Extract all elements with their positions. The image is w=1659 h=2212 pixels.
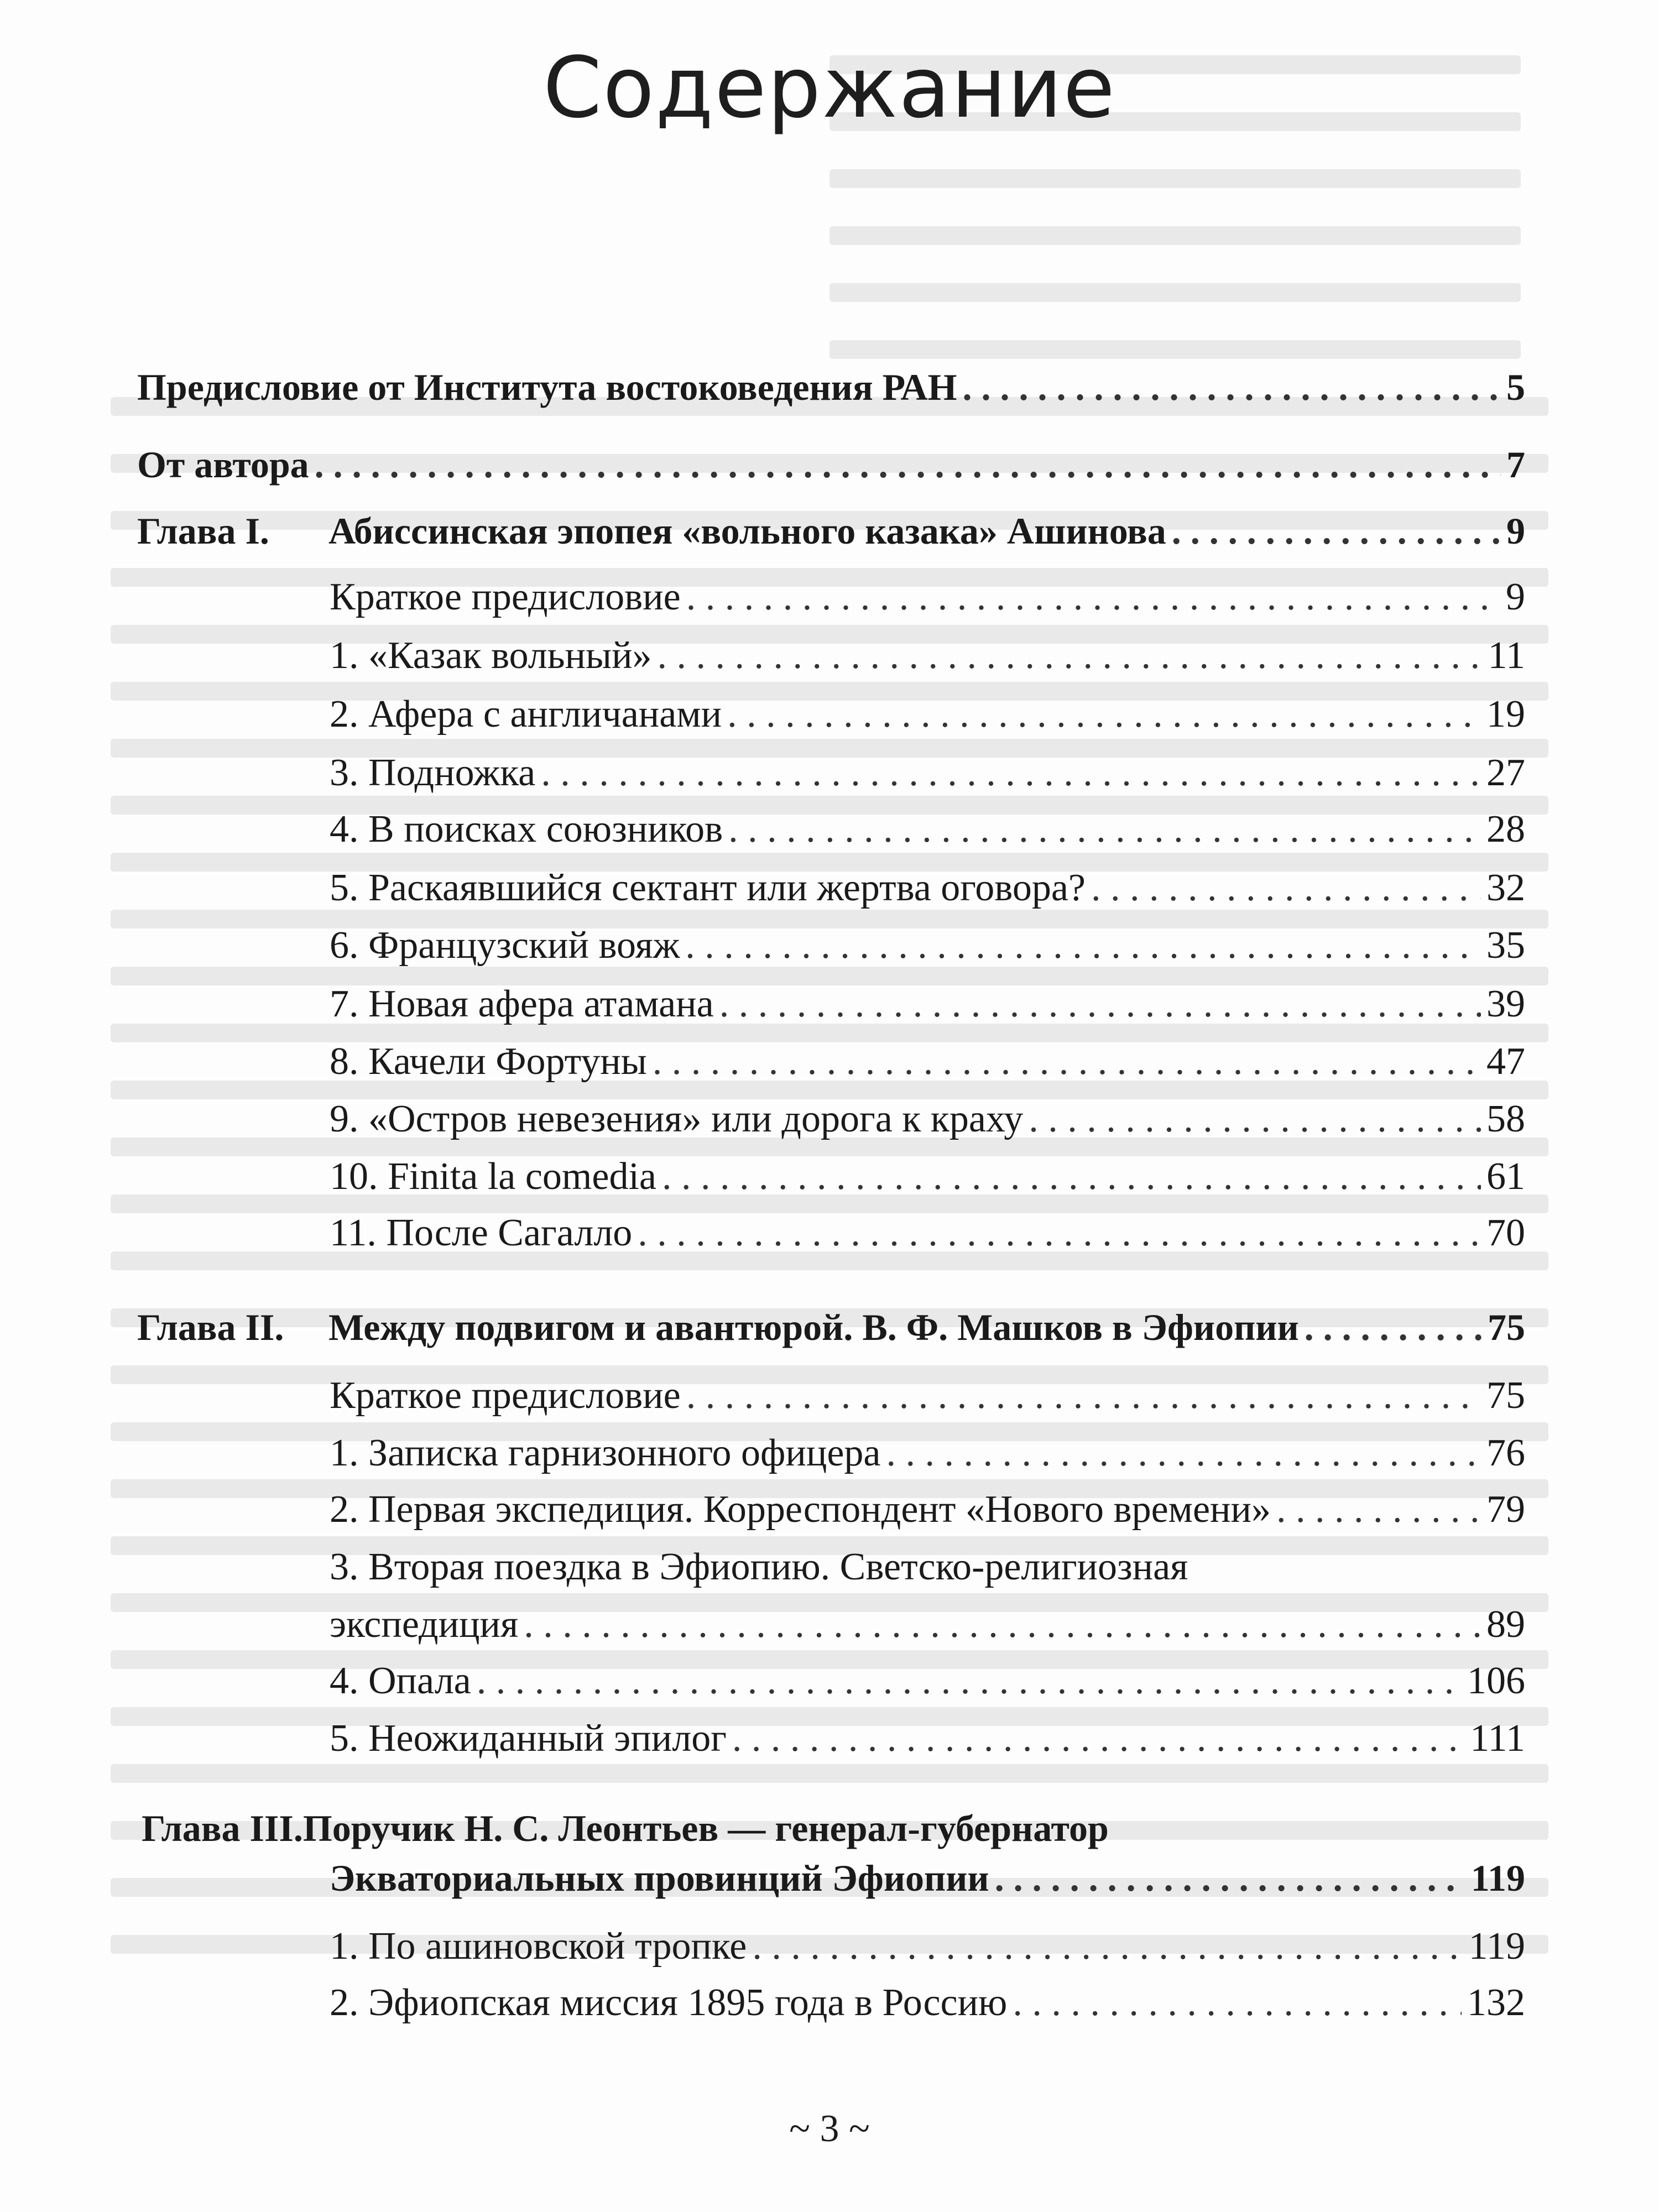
- toc-entry[interactable]: [330, 628, 1525, 684]
- toc-page-number: 9: [1506, 510, 1525, 552]
- toc-chapter-3[interactable]: [330, 1850, 1525, 1906]
- toc-page-number: 132: [1467, 1981, 1525, 2024]
- toc-entry[interactable]: [330, 1919, 1525, 1974]
- toc-page-number: 19: [1486, 693, 1525, 735]
- dot-leader: [653, 1034, 1481, 1089]
- toc-entry[interactable]: [330, 570, 1525, 625]
- dot-leader: [686, 570, 1500, 625]
- toc-entry-author-note[interactable]: [137, 437, 1525, 492]
- chapter-number: Глава II.: [137, 1306, 284, 1348]
- chapter-title: Поручик Н. С. Леонтьев — генерал-губернатор: [302, 1807, 1109, 1849]
- toc-entry[interactable]: [330, 1975, 1525, 2031]
- toc-entry[interactable]: [330, 1711, 1525, 1766]
- dot-leader: [886, 1426, 1481, 1481]
- toc-entry[interactable]: [330, 1149, 1525, 1204]
- toc-page-number: 28: [1486, 808, 1525, 851]
- dot-leader: [541, 745, 1481, 801]
- toc-entry[interactable]: [330, 1426, 1525, 1481]
- toc-entry-label: 4. Опала: [330, 1660, 471, 1702]
- toc-entry[interactable]: [330, 918, 1525, 973]
- toc-chapter-label: [137, 1300, 1299, 1355]
- dot-leader: [315, 437, 1501, 492]
- toc-entry-label: 1. По ашиновской тропке: [330, 1925, 747, 1968]
- toc-chapter-1[interactable]: [137, 503, 1525, 559]
- toc-entry-label: Краткое предисловие: [330, 576, 681, 618]
- toc-page-number: 47: [1486, 1040, 1525, 1083]
- dot-leader: [1276, 1482, 1481, 1537]
- toc-entry[interactable]: [330, 1368, 1525, 1423]
- dot-leader: [728, 802, 1481, 857]
- toc-page-number: 79: [1486, 1488, 1525, 1531]
- toc-page-number: 7: [1506, 444, 1525, 486]
- dot-leader: [727, 687, 1481, 742]
- toc-entry[interactable]: [330, 977, 1525, 1032]
- dot-leader: [685, 918, 1481, 973]
- toc-entry-label: 1. Записка гарнизонного офицера: [330, 1432, 881, 1474]
- toc-page-number: 5: [1506, 366, 1525, 408]
- toc-entry[interactable]: [330, 1206, 1525, 1261]
- toc-page-number: 119: [1468, 1925, 1525, 1968]
- chapter-title: Между подвигом и авантюрой. В. Ф. Машков в Эфиопии: [328, 1306, 1299, 1348]
- toc-entry-label-line1[interactable]: 3. Вторая поездка в Эфиопию. Светско-религиозная: [330, 1546, 1188, 1588]
- chapter-title-line2: Экваториальных провинций Эфиопии: [330, 1857, 989, 1899]
- toc-page-number: 111: [1470, 1717, 1525, 1760]
- toc-entry-label: 2. Эфиопская миссия 1895 года в Россию: [330, 1981, 1008, 2024]
- dot-leader: [995, 1850, 1465, 1906]
- toc-chapter-3-line1[interactable]: [142, 1801, 1109, 1856]
- toc-page-number: 75: [1486, 1374, 1525, 1417]
- toc-entry-label: 8. Качели Фортуны: [330, 1040, 647, 1083]
- toc-chapter-label: [137, 503, 1166, 559]
- dot-leader: [1029, 1092, 1481, 1147]
- dot-leader: [1305, 1300, 1482, 1355]
- toc-page-number: 61: [1486, 1155, 1525, 1198]
- toc-entry[interactable]: [330, 802, 1525, 857]
- chapter-title: Абиссинская эпопея «вольного казака» Ашинова: [328, 510, 1166, 552]
- toc-page-number: 89: [1486, 1603, 1525, 1646]
- toc-entry-label: 3. Подножка: [330, 752, 536, 794]
- toc-entry-preface[interactable]: [137, 359, 1525, 415]
- toc-entry-label: Предисловие от Института востоковедения РАН: [137, 366, 957, 408]
- toc-entry-label: 2. Афера с англичанами: [330, 693, 722, 735]
- toc-entry-label: 10. Finita la comedia: [330, 1155, 656, 1198]
- dot-leader: [1091, 860, 1481, 916]
- dot-leader: [963, 359, 1501, 415]
- dot-leader: [686, 1368, 1481, 1423]
- dot-leader: [732, 1711, 1464, 1766]
- toc-entry-label: 2. Первая экспедиция. Корреспондент «Нового времени»: [330, 1488, 1271, 1531]
- toc-page-number: 39: [1486, 983, 1525, 1025]
- toc-entry[interactable]: [330, 1653, 1525, 1709]
- toc-page-number: 75: [1488, 1306, 1525, 1348]
- page-number-footer: ~ 3 ~: [789, 2107, 870, 2150]
- toc-page-number: 32: [1486, 867, 1525, 909]
- chapter-number: Глава III.: [142, 1807, 303, 1849]
- toc-entry-label: 7. Новая афера атамана: [330, 983, 714, 1025]
- toc-entry-label: 11. После Сагалло: [330, 1212, 633, 1254]
- toc-page-number: 58: [1486, 1098, 1525, 1140]
- dot-leader: [1013, 1975, 1462, 2031]
- toc-entry-label: 1. «Казак вольный»: [330, 634, 652, 677]
- page-title: Содержание: [543, 39, 1116, 137]
- toc-entry-label: 5. Раскаявшийся сектант или жертва оговора?: [330, 867, 1086, 909]
- toc-entry-label-line2: экспедиция: [330, 1603, 519, 1646]
- toc-page-number: 9: [1506, 576, 1525, 618]
- toc-entry[interactable]: [330, 1034, 1525, 1089]
- toc-page-number: 27: [1486, 752, 1525, 794]
- toc-entry-label: Краткое предисловие: [330, 1374, 681, 1417]
- dot-leader: [1172, 503, 1501, 559]
- toc-entry[interactable]: [330, 1482, 1525, 1537]
- toc-page-number: 11: [1488, 634, 1525, 677]
- toc-entry-label: 6. Французский вояж: [330, 924, 680, 967]
- dot-leader: [524, 1597, 1481, 1652]
- dot-leader: [658, 628, 1483, 684]
- toc-entry[interactable]: [330, 687, 1525, 742]
- dot-leader: [662, 1149, 1481, 1204]
- dot-leader: [752, 1919, 1463, 1974]
- toc-entry[interactable]: [330, 860, 1525, 916]
- toc-entry[interactable]: [330, 1092, 1525, 1147]
- toc-entry[interactable]: [330, 745, 1525, 801]
- toc-page-number: 35: [1486, 924, 1525, 967]
- toc-page-number: 106: [1467, 1660, 1525, 1702]
- dot-leader: [477, 1653, 1462, 1709]
- toc-entry-label: 5. Неожиданный эпилог: [330, 1717, 727, 1760]
- toc-page-number: 76: [1486, 1432, 1525, 1474]
- toc-page-number: 70: [1486, 1212, 1525, 1254]
- toc-page-number: 119: [1470, 1857, 1525, 1899]
- toc-entry[interactable]: [330, 1597, 1525, 1652]
- chapter-number: Глава I.: [137, 510, 269, 552]
- toc-chapter-2[interactable]: [137, 1300, 1525, 1355]
- toc-entry-label: От автора: [137, 444, 309, 486]
- toc-entry-label: 4. В поисках союзников: [330, 808, 723, 851]
- toc-entry-label: 9. «Остров невезения» или дорога к краху: [330, 1098, 1024, 1140]
- dot-leader: [638, 1206, 1481, 1261]
- dot-leader: [719, 977, 1481, 1032]
